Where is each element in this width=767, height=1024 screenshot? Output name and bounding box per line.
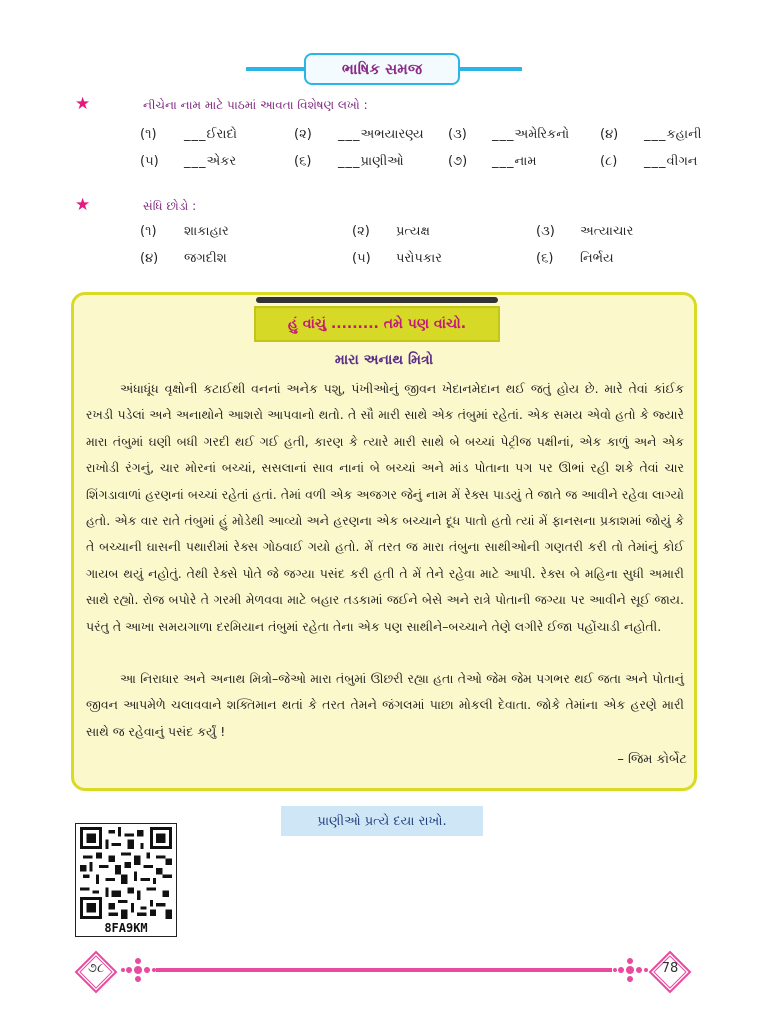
item-word: અત્યાચાર <box>580 224 634 239</box>
item-number: (૩) <box>536 224 555 239</box>
item-number: (૮) <box>600 154 618 169</box>
item-number: (૪) <box>600 127 619 142</box>
section-title: ભાષિક સમજ <box>304 53 460 85</box>
item-word: જગદીશ <box>184 251 227 266</box>
sandhi-item <box>536 251 614 266</box>
page-number-gujarati: ૭૮ <box>87 961 105 976</box>
item-number: (૨) <box>294 127 312 142</box>
item-word: અમેરિકનો <box>514 127 570 142</box>
question-adjectives: નીચેના નામ માટે પાઠમાં આવતા વિશેષણ લખો : <box>143 98 368 112</box>
header-line-right <box>458 67 522 71</box>
star-icon: ★ <box>75 94 91 114</box>
adjective-item <box>140 127 237 142</box>
answer-blank[interactable]: ___ <box>338 154 361 169</box>
kindness-note: પ્રાણીઓ પ્રત્યે દયા રાખો. <box>281 806 483 836</box>
item-number: (૫) <box>352 251 371 266</box>
item-word: નિર્ભય <box>580 251 614 266</box>
answer-blank[interactable]: ___ <box>644 127 667 142</box>
story-paragraph-2: આ નિરાધાર અને અનાથ મિત્રો–જેઓ મારા તંબુમાં ઊછરી રહ્યા હતા તેઓ જેમ જેમ પગભર થઈ જતા અને પોતાનું જીવન આપમેળે ચલાવવાને શક્તિમાન થતાં કે તરત તેમને જંગલમાં પાછા મોકલી દેવાતા. જોકે તેમાંના એક હરણે મારી સાથે જ રહેવાનું પસંદ કર્યું ! <box>86 671 684 739</box>
item-word: શાકાહાર <box>184 224 229 239</box>
item-word: કહાની <box>666 127 702 142</box>
footer-line <box>156 968 612 972</box>
item-number: (૩) <box>448 127 467 142</box>
adjective-item <box>294 127 424 142</box>
story-author: – જિમ કોર્બેટ <box>617 752 687 767</box>
qr-code[interactable] <box>75 823 177 937</box>
item-number: (૫) <box>140 154 159 169</box>
question-sandhi: સંધિ છોડો : <box>143 199 197 213</box>
answer-blank[interactable]: ___ <box>644 154 667 169</box>
answer-blank[interactable]: ___ <box>338 127 361 142</box>
qr-code-icon <box>80 827 172 919</box>
star-icon: ★ <box>75 195 91 215</box>
item-word: ઈરાદો <box>206 127 237 142</box>
answer-blank[interactable]: ___ <box>184 127 207 142</box>
adjective-item <box>600 154 698 169</box>
adjective-item <box>448 127 569 142</box>
banner-scroll-rod <box>256 297 498 303</box>
answer-blank[interactable]: ___ <box>184 154 207 169</box>
item-number: (૭) <box>448 154 468 169</box>
sandhi-item <box>140 251 227 266</box>
adjective-item <box>294 154 404 169</box>
footer-ornament-right-icon <box>610 955 650 985</box>
adjective-item <box>140 154 236 169</box>
item-number: (૧) <box>140 224 157 239</box>
item-number: (૨) <box>352 224 370 239</box>
item-word: પ્રાણીઓ <box>360 154 404 169</box>
reading-banner: હું વાંચું ......... તમે પણ વાંચો. <box>254 306 500 342</box>
item-word: પરોપકાર <box>396 251 442 266</box>
item-word: વીગન <box>666 154 698 169</box>
item-word: પ્રત્યક્ષ <box>396 224 430 239</box>
qr-label: 8FA9KM <box>104 921 148 935</box>
header-line-left <box>246 67 306 71</box>
story-title: મારા અનાથ મિત્રો <box>334 352 434 368</box>
adjective-item <box>448 154 537 169</box>
page-number: 78 <box>661 961 679 976</box>
item-word: એકર <box>206 154 237 169</box>
answer-blank[interactable]: ___ <box>492 127 515 142</box>
sandhi-item <box>352 251 442 266</box>
sandhi-item <box>140 224 229 239</box>
sandhi-item <box>536 224 633 239</box>
footer-ornament-left-icon <box>118 955 158 985</box>
item-word: અભયારણ્ય <box>360 127 424 142</box>
item-number: (૧) <box>140 127 157 142</box>
adjective-item <box>600 127 702 142</box>
item-number: (૪) <box>140 251 159 266</box>
item-number: (૬) <box>536 251 554 266</box>
answer-blank[interactable]: ___ <box>492 154 515 169</box>
item-word: નામ <box>514 154 537 169</box>
sandhi-item <box>352 224 430 239</box>
story-paragraph-1: અંધાધૂંધ વૃક્ષોની કટાઈથી વનનાં અનેક પશુ, પંખીઓનું જીવન ખેદાનમેદાન થઈ જતું હોય છે. મારે તેવાં કાંઈક રખડી પડેલાં અને અનાથોને આશરો આપવાનો થતો. તે સૌ મારી સાથે એક તંબુમાં રહેતાં. એક સમય એવો હતો કે જ્યારે મારા તંબુમાં ઘણી બધી ગરદી થઈ ગઈ હતી, કારણ કે ત્યારે મારી સાથે બે બચ્ચાં પેટ્રીજ પક્ષીનાં, એક કાળું અને એક રાખોડી રંગનું, ચાર મોરનાં બચ્ચાં, સસલાનાં સાવ નાનાં બે બચ્ચાં અને માંડ પોતાના પગ પર ઊભાં રહી શકે તેવાં ચાર શિંગડાવાળાં હરણનાં બચ્ચાં રહેતાં હતાં. તેમાં વળી એક અજગર જેનું નામ મેં રેક્સ પાડયું તે જાતે જ આવીને રહેવા લાગ્યો હતો. એક વાર રાતે તંબુમાં હું મોડેથી આવ્યો અને હરણના એક બચ્ચાને દૂધ પાતો હતો ત્યાં મેં ફાનસના પ્રકાશમાં જોયું કે તે બચ્ચાની ઘાસની પથારીમાં રેક્સ ગોઠવાઈ ગયો હતો. મેં તરત જ મારા તંબુના સાથીઓની ગણતરી કરી તો તેમાંનું કોઈ ગાયબ થયું નહોતું. તેથી રેક્સે પોતે જે જગ્યા પસંદ કરી હતી તે મેં તેને રહેવા માટે આપી. રેક્સ બે મહિના સુધી અમારી સાથે રહ્યો. રોજ બપોરે તે ગરમી મેળવવા માટે બહાર તડકામાં જઈને બેસે અને રાત્રે પોતાની જગ્યા પર આવીને સૂઈ જાય. પરંતુ તે આખા સમયગાળા દરમિયાન તંબુમાં રહેતા તેના એક પણ સાથીને–બચ્ચાને તેણે લગીરે ઈજા પહોંચાડી નહોતી. <box>86 381 684 634</box>
item-number: (૬) <box>294 154 312 169</box>
